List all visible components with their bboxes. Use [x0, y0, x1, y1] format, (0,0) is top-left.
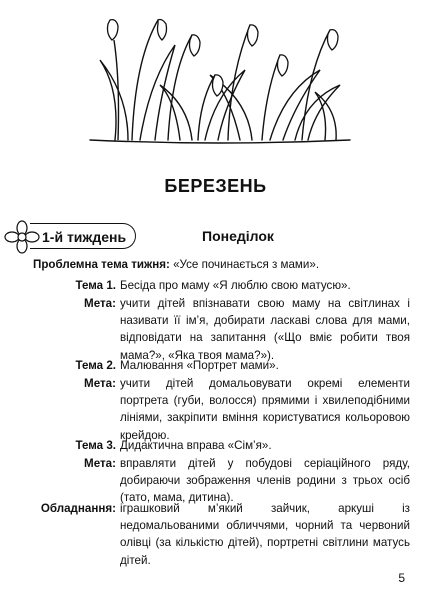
item-text: Малювання «Портрет мами». — [120, 359, 279, 372]
item-text: Дидактична вправа «Сім’я». — [120, 439, 272, 452]
problem-topic-value: «Усе починається з мами». — [173, 258, 320, 271]
item-text: Бесіда про маму «Я люблю свою матусю». — [120, 279, 351, 292]
item-label: Мета: — [84, 377, 116, 390]
month-title: БЕРЕЗЕНЬ — [164, 176, 267, 196]
problem-topic-label: Проблемна тема тижня: — [33, 258, 170, 271]
item-label: Обладнання: — [40, 502, 116, 515]
page-number: 5 — [398, 571, 405, 585]
snowdrops-illustration — [80, 0, 360, 150]
week-header — [4, 218, 424, 256]
item-label: Мета: — [84, 297, 116, 310]
item-text: учити дітей домальовувати окремі елементи портрета (губи, волосся) прямими і хвилеподібними лініями, закріпити вміння користуватися кольоровою крейдою. — [120, 377, 410, 442]
item-label: Тема 2. — [75, 359, 116, 372]
item-label: Мета: — [84, 457, 116, 470]
item-label: Тема 3. — [75, 439, 116, 452]
day-title: Понеділок — [202, 228, 274, 244]
item-text: іграшковий м’який зайчик, аркуші із недомальованими обличчями, чорний та червоний олівці (за кількістю дітей), портретні світлини матусь дітей. — [120, 502, 410, 567]
week-label: 1-й тиждень — [30, 223, 136, 249]
item-text: вправляти дітей у побудові серіаційного ряду, добираючи зображення членів родини з трьох осіб (тато, мама, дитина). — [120, 457, 410, 505]
item-label: Тема 1. — [75, 279, 116, 292]
problem-topic — [33, 258, 319, 271]
item-text: учити дітей впізнавати свою маму на світлинах і називати її ім’я, добирати лаcкаві слова для мами, відповідати на запитання («Що вміє робити твоя мама?», «Яка твоя мама?»). — [120, 297, 410, 362]
